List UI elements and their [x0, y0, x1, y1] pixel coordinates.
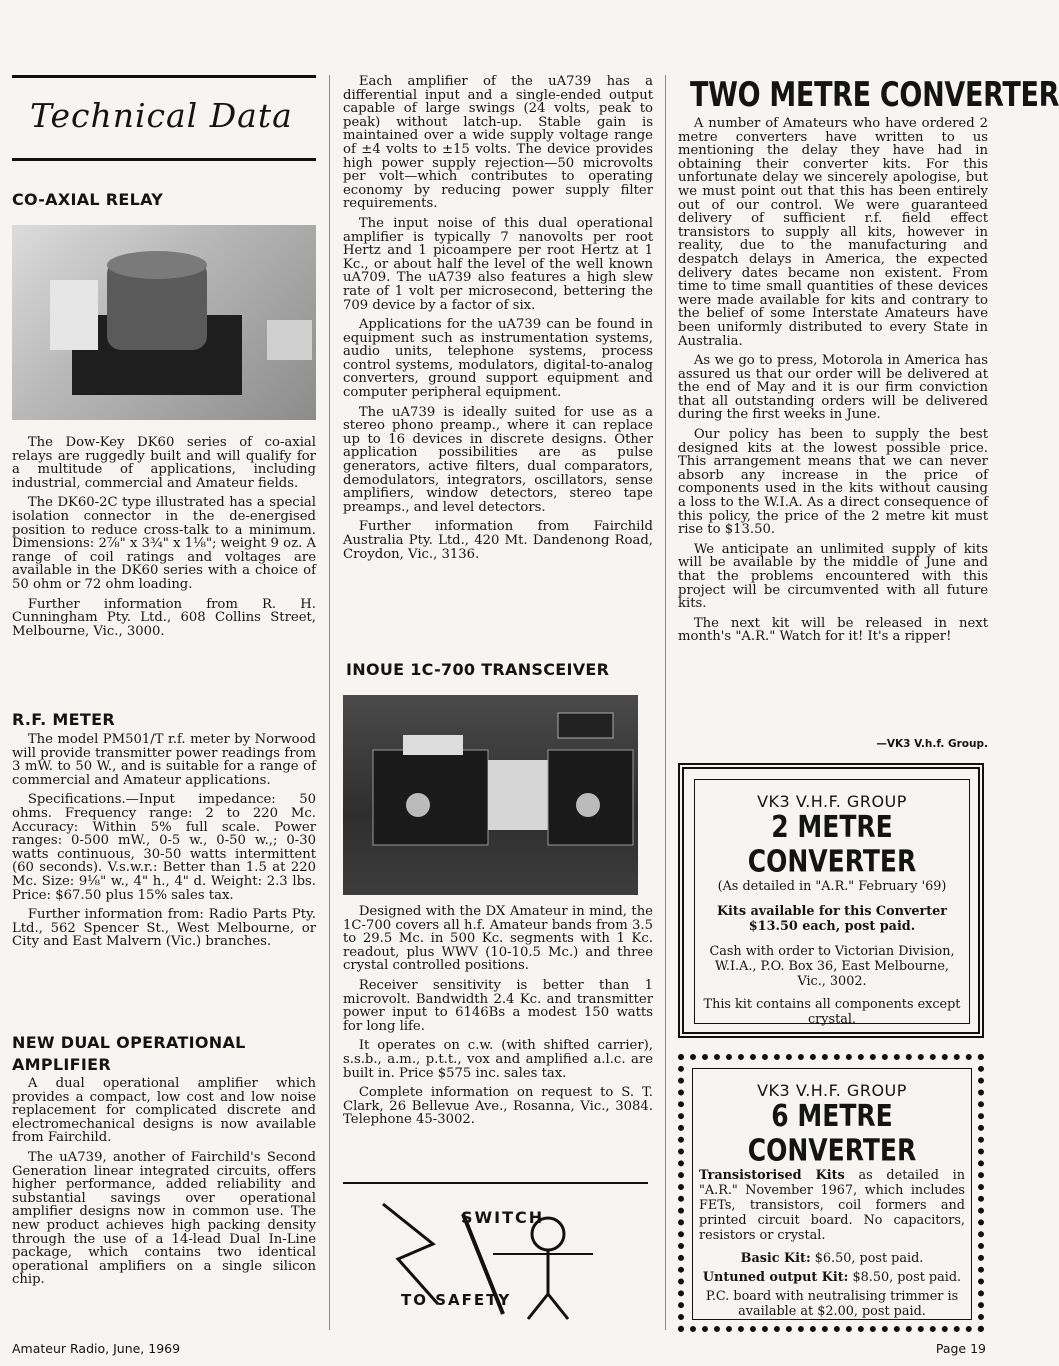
coaxial-relay-photo	[12, 225, 316, 420]
ad2-title: 6 METRE CONVERTER	[747, 1098, 917, 1168]
ad2-group: VK3 V.H.F. GROUP	[757, 1081, 907, 1100]
rfmeter-p2: Specifications.—Input impedance: 50 ohms. Frequency range: 2 to 220 Mc. Accuracy: Within 5% full scale. Power ranges: 0-500 mW., 0-5 w., 0-50 w.,; 0-30 watts continuous, 30-50 watts intermittent (60 seconds). V.s.w.r.: Better than 1.5 at 220 Mc. Size: 9⅛" w., 4" h., 4" d. Weight: 2.3 lbs. Price: $67.50 plus 15% sales tax.	[12, 792, 316, 903]
rfmeter-heading: R.F. METER	[12, 710, 115, 729]
coaxial-p1: The Dow-Key DK60 series of co-axial relays are ruggedly built and will qualify for a multitude of applications, including industrial, commercial and Amateur fields.	[12, 435, 316, 491]
rfmeter-body	[12, 733, 316, 955]
switch-to-safety-cartoon	[343, 1182, 648, 1324]
inoue-p4: Complete information on request to S. T. Clark, 26 Bellevue Ave., Rosanna, Vic., 3084. Telephone 45-3002.	[343, 1085, 653, 1128]
ad1-note: This kit contains all components except crystal.	[703, 997, 961, 1027]
rfmeter-p1: The model PM501/T r.f. meter by Norwood will provide transmitter power readings from 3 mW. to 50 W., and is suitable for a range of commercial and Amateur applications.	[12, 732, 316, 788]
inoue-heading: INOUE 1C-700 TRANSCEIVER	[346, 660, 610, 679]
masthead-box	[12, 75, 316, 161]
ad1-kits: Kits available for this Converter $13.50 each, post paid.	[716, 904, 948, 934]
ad2-desc	[699, 1168, 965, 1243]
coaxial-body	[12, 436, 316, 644]
uA739-p4: The uA739 is ideally suited for use as a stereo phono preamp., where it can replace up to 16 devices in discrete designs. Other application possibilities are as pulse generators, active filters, dual comparators, demodulators, integrators, oscillators, sense amplifiers, window detectors, stereo tape preamps., and level detectors.	[343, 404, 653, 515]
ad2-desc-text: as detailed in "A.R." November 1967, which includes FETs, transistors, coil formers and printed circuit board. No capacitors, resistors or crystal.	[699, 1168, 965, 1243]
ad1-group: VK3 V.H.F. GROUP	[757, 792, 907, 811]
inoue-p3: It operates on c.w. (with shifted carrier), s.s.b., a.m., p.t.t., vox and amplified a.l.c. are built in. Price $575 inc. sales tax.	[343, 1038, 653, 1081]
two-metre-p5: The next kit will be released in next month's "A.R." Watch for it! It's a ripper!	[678, 615, 988, 645]
ad2-untuned-label: Untuned output Kit:	[702, 1270, 849, 1285]
transceiver-illustration	[343, 695, 638, 895]
uA739-p1: Each amplifier of the uA739 has a differential input and a single-ended output capable of large swings (24 volts, peak to peak) without latch-up. Stable gain is maintained over a wide supply voltage range of ±4 volts to ±15 volts. The device provides high power supply rejection—50 microvolts per volt—which contributes to operating economy by reducing power supply filter requirements.	[343, 74, 653, 212]
uA739-p2: The input noise of this dual operational amplifier is typically 7 nanovolts per root Hertz and 1 picoampere per root Hertz at 1 Kc., or about half the level of the well known uA709. The uA739 also features a high slew rate of 1 volt per microsecond, bettering the 709 device by a factor of six.	[343, 215, 653, 313]
masthead-title: Technical Data	[30, 96, 293, 135]
ad2-pcb: P.C. board with neutralising trimmer is available at $2.00, post paid.	[705, 1289, 959, 1319]
opamp-heading: NEW DUAL OPERATIONAL AMPLIFIER	[12, 1033, 246, 1074]
two-metre-p1: A number of Amateurs who have ordered 2 metre converters have written to us mentioning the delay they have had in obtaining their converter kits. For this unfortunate delay we sincerely apologise, but we must point out that this has been entirely out of our control. We were guaranteed delivery of sufficient r.f. field effect transistors to supply all kits, however in reality, due to the manufacturing and despatch delays in America, the expected delivery dates became non existent. From time to time small quantities of these devices were made available for kits and contrary to the belief of some Interstate Amateurs have been uniformly distributed to every State in Australia.	[678, 116, 988, 349]
ad2-desc-bold: Transistorised Kits	[699, 1168, 845, 1183]
ad1-cash: Cash with order to Victorian Division, W.I.A., P.O. Box 36, East Melbourne, Vic., 3002.	[709, 944, 955, 989]
inoue-p1: Designed with the DX Amateur in mind, the 1C-700 covers all h.f. Amateur bands from 3.5 to 29.5 Mc. in 500 Kc. segments with 1 Kc. readout, plus WWV (10-10.5 Mc.) and three crystal controlled positions.	[343, 904, 653, 974]
opamp-p2: The uA739, another of Fairchild's Second Generation linear integrated circuits, offers higher performance, added reliability and substantial savings over operational amplifier designs now in common use. The new product achieves high packing density through the use of a 14-lead Dual In-Line package, which contains two identical operational amplifiers on a single silicon chip.	[12, 1149, 316, 1288]
ad-2-metre	[694, 779, 970, 1027]
uA739-p3: Applications for the uA739 can be found in equipment such as instrumentation systems, audio units, telephone systems, process control systems, modulators, digital-to-analog converters, ground support equipment and computer peripheral equipment.	[343, 317, 653, 401]
cartoon-safety-text: TO SAFETY	[401, 1291, 512, 1309]
uA739-p5: Further information from Fairchild Australia Pty. Ltd., 420 Mt. Dandenong Road, Croydon, Vic., 3136.	[343, 519, 653, 562]
two-metre-body	[678, 117, 988, 650]
ad2-basic	[699, 1251, 965, 1266]
coaxial-p3: Further information from R. H. Cunningham Pty. Ltd., 608 Collins Street, Melbourne, Vic., 3000.	[12, 596, 316, 639]
uA739-body	[343, 75, 653, 567]
ad2-basic-price: $6.50, post paid.	[810, 1251, 924, 1266]
two-metre-p4: We anticipate an unlimited supply of kits will be available by the middle of June and that the problems encountered with this project will be circumvented with all future kits.	[678, 541, 988, 612]
coaxial-heading: CO-AXIAL RELAY	[12, 190, 164, 209]
inoue-body	[343, 905, 653, 1133]
ad2-basic-label: Basic Kit:	[740, 1251, 811, 1266]
ad1-title: 2 METRE CONVERTER	[747, 809, 917, 879]
ad2-untuned-price: $8.50, post paid.	[848, 1270, 962, 1285]
two-metre-title: TWO METRE CONVERTER	[690, 76, 1059, 115]
relay-illustration	[12, 225, 316, 420]
column-rule-2	[665, 75, 666, 1330]
transceiver-photo	[343, 695, 638, 895]
ad-6-metre	[692, 1068, 972, 1320]
rfmeter-p3: Further information from: Radio Parts Pty. Ltd., 562 Spencer St., West Melbourne, or City and East Malvern (Vic.) branches.	[12, 907, 316, 950]
footer-right: Page 19	[935, 1341, 986, 1356]
ad-2-metre-border	[678, 763, 984, 1038]
footer-left: Amateur Radio, June, 1969	[12, 1341, 181, 1356]
opamp-p1: A dual operational amplifier which provides a compact, low cost and low noise replacement for complicated discrete and electromechanical designs is now available from Fairchild.	[12, 1076, 316, 1146]
ad-6-metre-border	[678, 1054, 984, 1332]
inoue-p2: Receiver sensitivity is better than 1 microvolt. Bandwidth 2.4 Kc. and transmitter power input to 6146Bs a modest 150 watts for long life.	[343, 977, 653, 1034]
two-metre-p3: Our policy has been to supply the best designed kits at the lowest possible price. This arrangement means that we can never absorb any increase in the price of components used in the kits without causing a loss to the W.I.A. As a direct consequence of this policy, the price of the 2 metre kit must rise to $13.50.	[678, 427, 988, 538]
opamp-body	[12, 1077, 316, 1293]
two-metre-p2: As we go to press, Motorola in America has assured us that our order will be delivered at the end of May and it is our firm conviction that all outstanding orders will be delivered during the first weeks in June.	[678, 353, 988, 423]
cartoon-switch-text: SWITCH	[461, 1208, 545, 1227]
coaxial-p2: The DK60-2C type illustrated has a special isolation connector in the de-energised position to reduce cross-talk to a minimum. Dimensions: 2⅞" x 3¾" x 1⅛"; weight 9 oz. A range of coil ratings and voltages are available in the DK60 series with a choice of 50 ohm or 72 ohm loading.	[12, 495, 316, 592]
signoff: —VK3 V.h.f. Group.	[876, 738, 988, 750]
ad2-untuned	[699, 1270, 965, 1285]
ad1-sub: (As detailed in "A.R." February '69)	[717, 879, 947, 894]
column-rule-1	[329, 75, 330, 1330]
